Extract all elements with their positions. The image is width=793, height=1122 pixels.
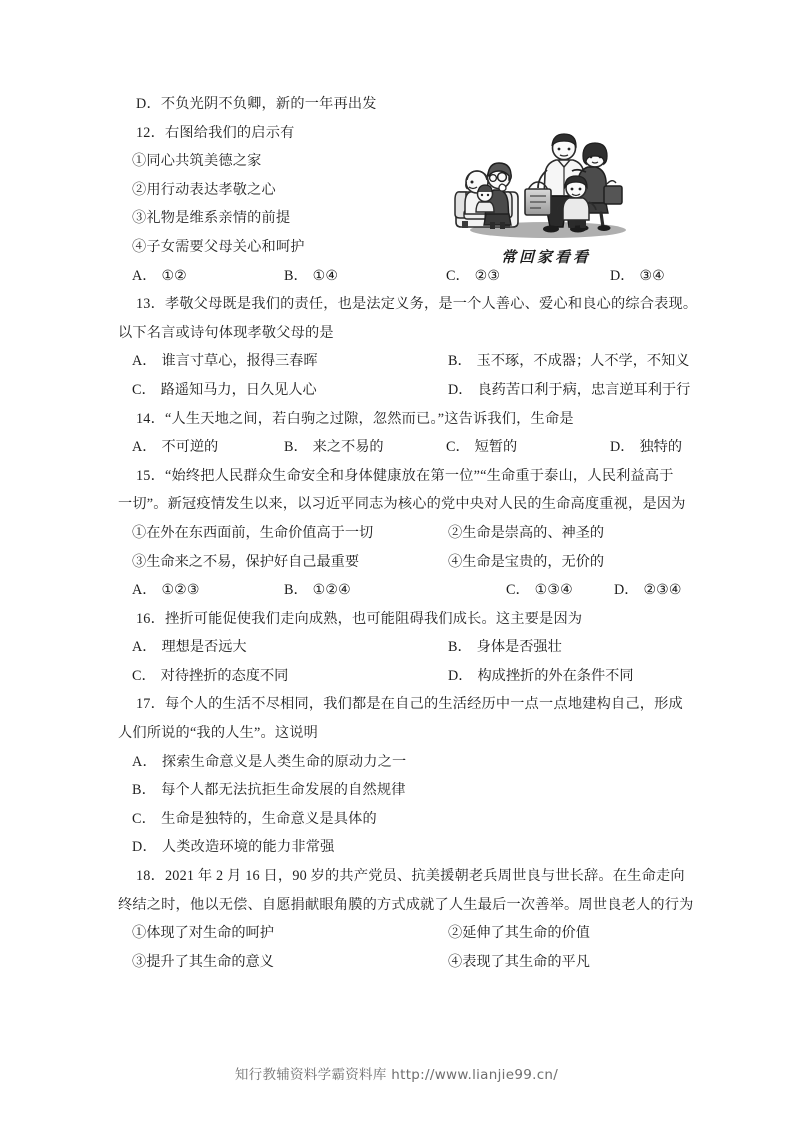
q14-option-c-text: 短暂的 — [474, 439, 518, 456]
q16-options-row1 — [118, 633, 690, 662]
figure-caption: 常回家看看 — [500, 250, 591, 266]
q18-items-row2 — [118, 948, 690, 977]
q15-item-1: ①在外在东西面前，生命价值高于一切 — [132, 524, 374, 541]
q13-option-b-text: 玉不琢，不成器；人不学，不知义 — [476, 353, 690, 370]
grandchild-near-sofa — [476, 185, 494, 212]
q15-option-a-letter: A． — [132, 582, 157, 599]
q12-stem: 12．右图给我们的启示有 — [136, 124, 295, 141]
q14-option-a-letter: A． — [132, 439, 157, 456]
q15-option-c[interactable] — [506, 576, 614, 605]
q14-option-b-letter: B． — [284, 439, 308, 456]
q16-option-a[interactable] — [118, 633, 448, 662]
q17-option-c[interactable] — [118, 805, 690, 834]
q17-option-a[interactable] — [118, 748, 690, 777]
q13-option-d[interactable] — [448, 376, 690, 405]
q12-option-d-letter: D． — [610, 267, 635, 284]
q17-option-a-letter: A． — [132, 753, 157, 770]
family-visit-illustration — [452, 122, 640, 274]
q13-option-c-text: 路遥知马力，日久见人心 — [160, 381, 317, 398]
q15-option-d-letter: D． — [614, 582, 639, 599]
q13-option-b[interactable] — [448, 347, 690, 376]
q17-stem-line1: 17．每个人的生活不尽相同，我们都是在自己的生活经历中一点一点地建构自己，形成 — [136, 696, 683, 713]
q16-option-d[interactable] — [448, 662, 690, 691]
q13-option-a-letter: A． — [132, 353, 157, 370]
q15-option-d-text: ②③④ — [643, 582, 682, 599]
q13-option-c-letter: C． — [132, 381, 156, 398]
q13-options-row1 — [118, 347, 690, 376]
q15-option-b-letter: B． — [284, 582, 308, 599]
q12-item-2: ②用行动表达孝敬之心 — [132, 181, 276, 198]
q16-options-row2 — [118, 662, 690, 691]
q12-option-a[interactable] — [118, 262, 284, 291]
watermark-footer: 知行教辅资料学霸资料库 http://www.lianjie99.cn/ — [234, 1067, 559, 1083]
q18-stem-line1: 18．2021 年 2 月 16 日，90 岁的共产党员、抗美援朝老兵周世良与世长辞。在生命走向 — [136, 868, 685, 885]
q16-stem: 16．挫折可能促使我们走向成熟，也可能阻碍我们成长。这主要是因为 — [136, 610, 583, 627]
q12-option-c-letter: C． — [446, 267, 470, 284]
q16-option-c[interactable] — [118, 662, 448, 691]
q14-option-d-letter: D． — [610, 439, 635, 456]
q12-option-d-text: ③④ — [639, 267, 665, 284]
q13-option-c[interactable] — [118, 376, 448, 405]
q15-option-b[interactable] — [284, 576, 506, 605]
q17-option-d-text: 人类改造环境的能力非常强 — [161, 839, 335, 856]
q15-option-b-text: ①②④ — [312, 582, 351, 599]
q14-option-b[interactable] — [284, 433, 446, 462]
q16-option-b-letter: B． — [448, 639, 472, 656]
q16-option-a-letter: A． — [132, 639, 157, 656]
q17-option-c-letter: C． — [132, 810, 157, 827]
q15-option-d[interactable] — [614, 576, 694, 605]
q15-items-row2 — [118, 548, 690, 577]
q14-options — [118, 433, 690, 462]
q13-option-a[interactable] — [118, 347, 448, 376]
q17-option-b-letter: B． — [132, 782, 157, 799]
q17-stem-line2: 人们所说的“我的人生”。这说明 — [118, 725, 319, 742]
q16-option-a-text: 理想是否远大 — [161, 639, 247, 656]
q12-item-3: ③礼物是维系亲情的前提 — [132, 210, 291, 227]
q15-item-3: ③生命来之不易，保护好自己最重要 — [132, 553, 360, 570]
q17-option-b-text: 每个人都无法抗拒生命发展的自然规律 — [161, 782, 406, 799]
q15-stem-line1: 15．“始终把人民群众生命安全和身体健康放在第一位”“生命重于泰山，人民利益高于 — [136, 467, 674, 484]
q14-option-d[interactable] — [610, 433, 690, 462]
q18-stem-line2: 终结之时，他以无偿、自愿捐献眼角膜的方式成就了人生最后一次善举。周世良老人的行为 — [118, 896, 694, 913]
q15-stem-line2: 一切”。新冠疫情发生以来，以习近平同志为核心的党中央对人民的生命高度重视，是因为 — [118, 496, 686, 513]
q12-option-c-text: ②③ — [474, 267, 501, 284]
q15-item-4: ④生命是宝贵的，无价的 — [448, 553, 605, 570]
q17-option-d-letter: D． — [132, 839, 157, 856]
q14-option-c-letter: C． — [446, 439, 470, 456]
q13-stem-line1: 13．孝敬父母既是我们的责任，也是法定义务，是一个人善心、爱心和良心的综合表现。 — [136, 296, 698, 313]
q18-item-3: ③提升了其生命的意义 — [132, 953, 274, 970]
q13-option-b-letter: B． — [448, 353, 472, 370]
q16-option-b[interactable] — [448, 633, 690, 662]
q14-option-c[interactable] — [446, 433, 610, 462]
q17-option-b[interactable] — [118, 776, 690, 805]
q18-items-row1 — [118, 919, 690, 948]
q14-stem: 14．“人生天地之间，若白驹之过隙，忽然而已。”这告诉我们，生命是 — [136, 410, 574, 427]
q16-option-c-letter: C． — [132, 667, 156, 684]
q14-option-a-text: 不可逆的 — [161, 439, 219, 456]
q13-stem-line2: 以下名言或诗句体现孝敬父母的是 — [118, 324, 334, 341]
q13-option-d-letter: D． — [448, 381, 473, 398]
q17-option-c-text: 生命是独特的，生命意义是具体的 — [161, 810, 377, 827]
q16-option-b-text: 身体是否强壮 — [476, 639, 562, 656]
q12-item-1: ①同心共筑美德之家 — [132, 153, 262, 170]
q12-option-a-letter: A． — [132, 267, 157, 284]
q12-item-4: ④子女需要父母关心和呵护 — [132, 238, 305, 255]
q14-option-d-text: 独特的 — [639, 439, 683, 456]
q15-option-c-text: ①③④ — [534, 582, 573, 599]
q15-option-a-text: ①②③ — [161, 582, 200, 599]
q12-option-b-text: ①④ — [312, 267, 339, 284]
q17-option-a-text: 探索生命意义是人类生命的原动力之一 — [161, 753, 407, 770]
q17-option-d[interactable] — [118, 833, 690, 862]
q18-item-1: ①体现了对生命的呵护 — [132, 925, 274, 942]
q15-option-a[interactable] — [118, 576, 284, 605]
q15-options — [118, 576, 690, 605]
family-visit-illustration-svg — [452, 122, 640, 242]
q12-option-b-letter: B． — [284, 267, 308, 284]
q12-option-b[interactable] — [284, 262, 446, 291]
q13-option-d-text: 良药苦口利于病，忠言逆耳利于行 — [477, 381, 691, 398]
q15-items-row1 — [118, 519, 690, 548]
q16-option-c-text: 对待挫折的态度不同 — [160, 667, 289, 684]
q15-item-2: ②生命是崇高的、神圣的 — [448, 524, 605, 541]
q14-option-b-text: 来之不易的 — [312, 439, 384, 456]
q12-option-a-text: ①② — [161, 267, 187, 284]
q16-option-d-letter: D． — [448, 667, 473, 684]
q15-option-c-letter: C． — [506, 582, 530, 599]
q13-option-a-text: 谁言寸草心，报得三春晖 — [161, 353, 318, 370]
q13-options-row2 — [118, 376, 690, 405]
q18-item-4: ④表现了其生命的平凡 — [448, 953, 590, 970]
q16-option-d-text: 构成挫折的外在条件不同 — [477, 667, 634, 684]
q14-option-a[interactable] — [118, 433, 284, 462]
q18-item-2: ②延伸了其生命的价值 — [448, 925, 590, 942]
q11-option-d: D．不负光阴不负卿，新的一年再出发 — [136, 96, 377, 112]
